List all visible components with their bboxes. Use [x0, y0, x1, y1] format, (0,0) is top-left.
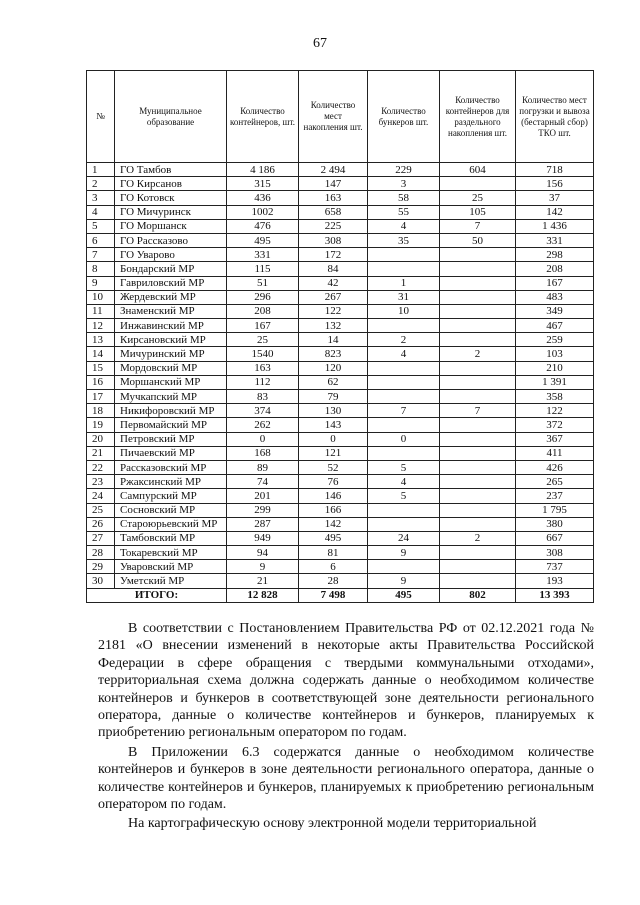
row-sites: 130: [299, 404, 368, 418]
row-containers: 1540: [227, 347, 299, 361]
row-municipality: Уметский МР: [115, 574, 227, 588]
row-sites: 6: [299, 560, 368, 574]
table-row: [87, 205, 594, 219]
row-loading-points: 483: [516, 290, 594, 304]
row-sites: 143: [299, 418, 368, 432]
header-municipality: Муниципальное образование: [115, 71, 227, 163]
row-separate-containers: [440, 489, 516, 503]
paragraph: В Приложении 6.3 содержатся данные о необходимом количестве контейнеров и бункеров в зоне деятельности регионального оператора, данные о количестве контейнеров и бункеров, планируемых к приобретению региональным оператором по годам.: [98, 744, 594, 813]
row-bunkers: 4: [368, 475, 440, 489]
row-separate-containers: [440, 319, 516, 333]
row-containers: 115: [227, 262, 299, 276]
row-municipality: ГО Мичуринск: [115, 205, 227, 219]
total-value: 12 828: [227, 588, 299, 602]
row-bunkers: [368, 517, 440, 531]
row-number: 20: [87, 432, 115, 446]
row-loading-points: 372: [516, 418, 594, 432]
row-containers: 208: [227, 304, 299, 318]
row-separate-containers: [440, 390, 516, 404]
paragraph: В соответствии с Постановлением Правительства РФ от 02.12.2021 года № 2181 «О внесении изменений в некоторые акты Правительства Российской Федерации в сфере обращения с твердыми коммунальными отходами», территориальная схема должна содержать данные о необходимом количестве контейнеров и бункеров в соответствующей зоне деятельности регионального оператора, данные о количестве контейнеров и бункеров, планируемых к приобретению региональным оператором по годам.: [98, 621, 594, 741]
table-row: [87, 347, 594, 361]
row-municipality: Ржаксинский МР: [115, 475, 227, 489]
table-body: [87, 163, 594, 603]
row-number: 3: [87, 191, 115, 205]
row-separate-containers: 604: [440, 163, 516, 177]
row-loading-points: 718: [516, 163, 594, 177]
table-row: [87, 404, 594, 418]
paragraph: На картографическую основу электронной модели территориальной: [128, 816, 537, 832]
row-bunkers: [368, 390, 440, 404]
table-total-row: [87, 588, 594, 602]
row-bunkers: 58: [368, 191, 440, 205]
row-bunkers: 10: [368, 304, 440, 318]
row-bunkers: 4: [368, 347, 440, 361]
row-municipality: Никифоровский МР: [115, 404, 227, 418]
row-number: 29: [87, 560, 115, 574]
total-value: 7 498: [299, 588, 368, 602]
row-sites: 308: [299, 233, 368, 247]
row-loading-points: 667: [516, 531, 594, 545]
row-containers: 74: [227, 475, 299, 489]
row-bunkers: 4: [368, 219, 440, 233]
row-number: 26: [87, 517, 115, 531]
row-loading-points: 167: [516, 276, 594, 290]
row-sites: 84: [299, 262, 368, 276]
table-row: [87, 319, 594, 333]
row-bunkers: [368, 446, 440, 460]
row-sites: 495: [299, 531, 368, 545]
row-bunkers: 9: [368, 574, 440, 588]
row-bunkers: 24: [368, 531, 440, 545]
row-separate-containers: [440, 460, 516, 474]
row-separate-containers: [440, 546, 516, 560]
row-sites: 122: [299, 304, 368, 318]
row-separate-containers: 7: [440, 219, 516, 233]
table-row: [87, 177, 594, 191]
header-separate-containers: Количество контейнеров для раздельного накопления шт.: [440, 71, 516, 163]
row-containers: 168: [227, 446, 299, 460]
containers-table: [86, 70, 594, 603]
row-bunkers: 7: [368, 404, 440, 418]
row-number: 15: [87, 361, 115, 375]
row-municipality: Рассказовский МР: [115, 460, 227, 474]
total-value: 13 393: [516, 588, 594, 602]
row-number: 25: [87, 503, 115, 517]
row-loading-points: 265: [516, 475, 594, 489]
body-text: [98, 620, 594, 833]
row-separate-containers: [440, 432, 516, 446]
row-sites: 172: [299, 248, 368, 262]
row-municipality: Бондарский МР: [115, 262, 227, 276]
row-containers: 51: [227, 276, 299, 290]
row-separate-containers: [440, 560, 516, 574]
table-row: [87, 489, 594, 503]
row-separate-containers: [440, 574, 516, 588]
row-municipality: ГО Кирсанов: [115, 177, 227, 191]
row-loading-points: 467: [516, 319, 594, 333]
row-bunkers: 5: [368, 489, 440, 503]
row-number: 27: [87, 531, 115, 545]
row-municipality: ГО Рассказово: [115, 233, 227, 247]
row-sites: 121: [299, 446, 368, 460]
table-row: [87, 517, 594, 531]
row-municipality: Староюрьевский МР: [115, 517, 227, 531]
header-sites: Количество мест накопления шт.: [299, 71, 368, 163]
table-row: [87, 304, 594, 318]
row-municipality: Мучкапский МР: [115, 390, 227, 404]
row-separate-containers: [440, 177, 516, 191]
row-loading-points: 358: [516, 390, 594, 404]
table-row: [87, 475, 594, 489]
table-row: [87, 233, 594, 247]
row-separate-containers: [440, 375, 516, 389]
row-loading-points: 208: [516, 262, 594, 276]
row-bunkers: [368, 262, 440, 276]
table-row: [87, 546, 594, 560]
row-loading-points: 156: [516, 177, 594, 191]
total-value: 495: [368, 588, 440, 602]
row-number: 7: [87, 248, 115, 262]
row-number: 13: [87, 333, 115, 347]
table-row: [87, 248, 594, 262]
table-row: [87, 560, 594, 574]
row-sites: 76: [299, 475, 368, 489]
row-separate-containers: 2: [440, 347, 516, 361]
row-containers: 296: [227, 290, 299, 304]
table-row: [87, 375, 594, 389]
row-number: 10: [87, 290, 115, 304]
row-containers: 299: [227, 503, 299, 517]
row-loading-points: 737: [516, 560, 594, 574]
row-number: 6: [87, 233, 115, 247]
row-separate-containers: 50: [440, 233, 516, 247]
row-separate-containers: [440, 248, 516, 262]
row-separate-containers: 7: [440, 404, 516, 418]
table-row: [87, 531, 594, 545]
row-containers: 83: [227, 390, 299, 404]
row-sites: 658: [299, 205, 368, 219]
row-bunkers: [368, 361, 440, 375]
row-number: 19: [87, 418, 115, 432]
row-separate-containers: [440, 475, 516, 489]
row-containers: 201: [227, 489, 299, 503]
row-number: 22: [87, 460, 115, 474]
row-sites: 14: [299, 333, 368, 347]
header-loading-points: Количество мест погрузки и вывоза (бестарный сбор) ТКО шт.: [516, 71, 594, 163]
row-bunkers: [368, 503, 440, 517]
row-separate-containers: 25: [440, 191, 516, 205]
row-bunkers: 0: [368, 432, 440, 446]
table-header-row: [87, 71, 594, 163]
row-number: 12: [87, 319, 115, 333]
row-municipality: Знаменский МР: [115, 304, 227, 318]
row-containers: 21: [227, 574, 299, 588]
page-number: 67: [313, 36, 327, 51]
row-containers: 167: [227, 319, 299, 333]
row-sites: 120: [299, 361, 368, 375]
row-containers: 89: [227, 460, 299, 474]
row-sites: 62: [299, 375, 368, 389]
row-municipality: Моршанский МР: [115, 375, 227, 389]
row-municipality: Сампурский МР: [115, 489, 227, 503]
row-loading-points: 237: [516, 489, 594, 503]
row-loading-points: 193: [516, 574, 594, 588]
row-number: 11: [87, 304, 115, 318]
row-containers: 4 186: [227, 163, 299, 177]
row-separate-containers: [440, 517, 516, 531]
table-row: [87, 390, 594, 404]
row-separate-containers: [440, 503, 516, 517]
row-containers: 0: [227, 432, 299, 446]
row-municipality: Первомайский МР: [115, 418, 227, 432]
row-municipality: Тамбовский МР: [115, 531, 227, 545]
row-separate-containers: [440, 276, 516, 290]
row-number: 16: [87, 375, 115, 389]
row-loading-points: 259: [516, 333, 594, 347]
row-number: 18: [87, 404, 115, 418]
row-number: 17: [87, 390, 115, 404]
row-loading-points: 103: [516, 347, 594, 361]
row-number: 8: [87, 262, 115, 276]
row-number: 24: [87, 489, 115, 503]
table-row: [87, 574, 594, 588]
row-bunkers: 229: [368, 163, 440, 177]
row-number: 23: [87, 475, 115, 489]
row-sites: 0: [299, 432, 368, 446]
table-row: [87, 460, 594, 474]
row-loading-points: 37: [516, 191, 594, 205]
row-sites: 147: [299, 177, 368, 191]
row-loading-points: 380: [516, 517, 594, 531]
row-number: 30: [87, 574, 115, 588]
row-loading-points: 349: [516, 304, 594, 318]
row-separate-containers: [440, 446, 516, 460]
row-sites: 42: [299, 276, 368, 290]
table-row: [87, 446, 594, 460]
row-municipality: Кирсановский МР: [115, 333, 227, 347]
row-separate-containers: [440, 290, 516, 304]
row-containers: 25: [227, 333, 299, 347]
table-row: [87, 276, 594, 290]
row-sites: 132: [299, 319, 368, 333]
row-bunkers: 35: [368, 233, 440, 247]
row-bunkers: 1: [368, 276, 440, 290]
header-bunkers: Количество бункеров шт.: [368, 71, 440, 163]
row-municipality: Петровский МР: [115, 432, 227, 446]
table-row: [87, 418, 594, 432]
row-sites: 146: [299, 489, 368, 503]
row-bunkers: 5: [368, 460, 440, 474]
row-separate-containers: [440, 333, 516, 347]
header-number: №: [87, 71, 115, 163]
row-municipality: ГО Уварово: [115, 248, 227, 262]
row-containers: 331: [227, 248, 299, 262]
row-separate-containers: [440, 262, 516, 276]
row-containers: 112: [227, 375, 299, 389]
row-loading-points: 298: [516, 248, 594, 262]
row-loading-points: 426: [516, 460, 594, 474]
row-municipality: Пичаевский МР: [115, 446, 227, 460]
row-loading-points: 1 795: [516, 503, 594, 517]
row-municipality: Сосновский МР: [115, 503, 227, 517]
row-municipality: ГО Котовск: [115, 191, 227, 205]
row-number: 28: [87, 546, 115, 560]
table-row: [87, 191, 594, 205]
row-containers: 9: [227, 560, 299, 574]
row-containers: 94: [227, 546, 299, 560]
row-sites: 2 494: [299, 163, 368, 177]
row-containers: 315: [227, 177, 299, 191]
row-bunkers: 9: [368, 546, 440, 560]
row-containers: 262: [227, 418, 299, 432]
row-containers: 1002: [227, 205, 299, 219]
row-loading-points: 367: [516, 432, 594, 446]
row-containers: 163: [227, 361, 299, 375]
row-bunkers: 31: [368, 290, 440, 304]
row-bunkers: [368, 248, 440, 262]
row-bunkers: 55: [368, 205, 440, 219]
table-row: [87, 361, 594, 375]
row-number: 9: [87, 276, 115, 290]
row-loading-points: 210: [516, 361, 594, 375]
row-sites: 163: [299, 191, 368, 205]
row-municipality: Мичуринский МР: [115, 347, 227, 361]
row-containers: 949: [227, 531, 299, 545]
row-bunkers: [368, 375, 440, 389]
row-loading-points: 411: [516, 446, 594, 460]
row-municipality: Токаревский МР: [115, 546, 227, 560]
row-municipality: Гавриловский МР: [115, 276, 227, 290]
row-containers: 495: [227, 233, 299, 247]
row-separate-containers: [440, 361, 516, 375]
row-municipality: Инжавинский МР: [115, 319, 227, 333]
row-bunkers: 2: [368, 333, 440, 347]
row-sites: 823: [299, 347, 368, 361]
row-bunkers: [368, 418, 440, 432]
row-sites: 81: [299, 546, 368, 560]
row-sites: 52: [299, 460, 368, 474]
table-row: [87, 333, 594, 347]
row-number: 21: [87, 446, 115, 460]
row-containers: 287: [227, 517, 299, 531]
row-number: 4: [87, 205, 115, 219]
containers-table-wrap: [86, 70, 593, 603]
row-loading-points: 308: [516, 546, 594, 560]
row-number: 5: [87, 219, 115, 233]
row-containers: 476: [227, 219, 299, 233]
row-municipality: Уваровский МР: [115, 560, 227, 574]
row-separate-containers: 105: [440, 205, 516, 219]
row-number: 2: [87, 177, 115, 191]
row-containers: 374: [227, 404, 299, 418]
row-loading-points: 331: [516, 233, 594, 247]
row-loading-points: 142: [516, 205, 594, 219]
row-municipality: Мордовский МР: [115, 361, 227, 375]
table-row: [87, 503, 594, 517]
table-row: [87, 163, 594, 177]
total-value: 802: [440, 588, 516, 602]
row-sites: 267: [299, 290, 368, 304]
total-label: ИТОГО:: [87, 588, 227, 602]
row-separate-containers: 2: [440, 531, 516, 545]
row-number: 14: [87, 347, 115, 361]
row-municipality: ГО Моршанск: [115, 219, 227, 233]
table-row: [87, 219, 594, 233]
row-sites: 28: [299, 574, 368, 588]
row-loading-points: 122: [516, 404, 594, 418]
row-municipality: Жердевский МР: [115, 290, 227, 304]
row-number: 1: [87, 163, 115, 177]
table-row: [87, 262, 594, 276]
row-bunkers: [368, 319, 440, 333]
table-row: [87, 432, 594, 446]
row-sites: 225: [299, 219, 368, 233]
header-containers: Количество контейнеров, шт.: [227, 71, 299, 163]
row-bunkers: [368, 560, 440, 574]
row-loading-points: 1 436: [516, 219, 594, 233]
table-row: [87, 290, 594, 304]
row-sites: 166: [299, 503, 368, 517]
row-sites: 79: [299, 390, 368, 404]
row-containers: 436: [227, 191, 299, 205]
row-sites: 142: [299, 517, 368, 531]
row-bunkers: 3: [368, 177, 440, 191]
row-municipality: ГО Тамбов: [115, 163, 227, 177]
row-loading-points: 1 391: [516, 375, 594, 389]
row-separate-containers: [440, 418, 516, 432]
row-separate-containers: [440, 304, 516, 318]
